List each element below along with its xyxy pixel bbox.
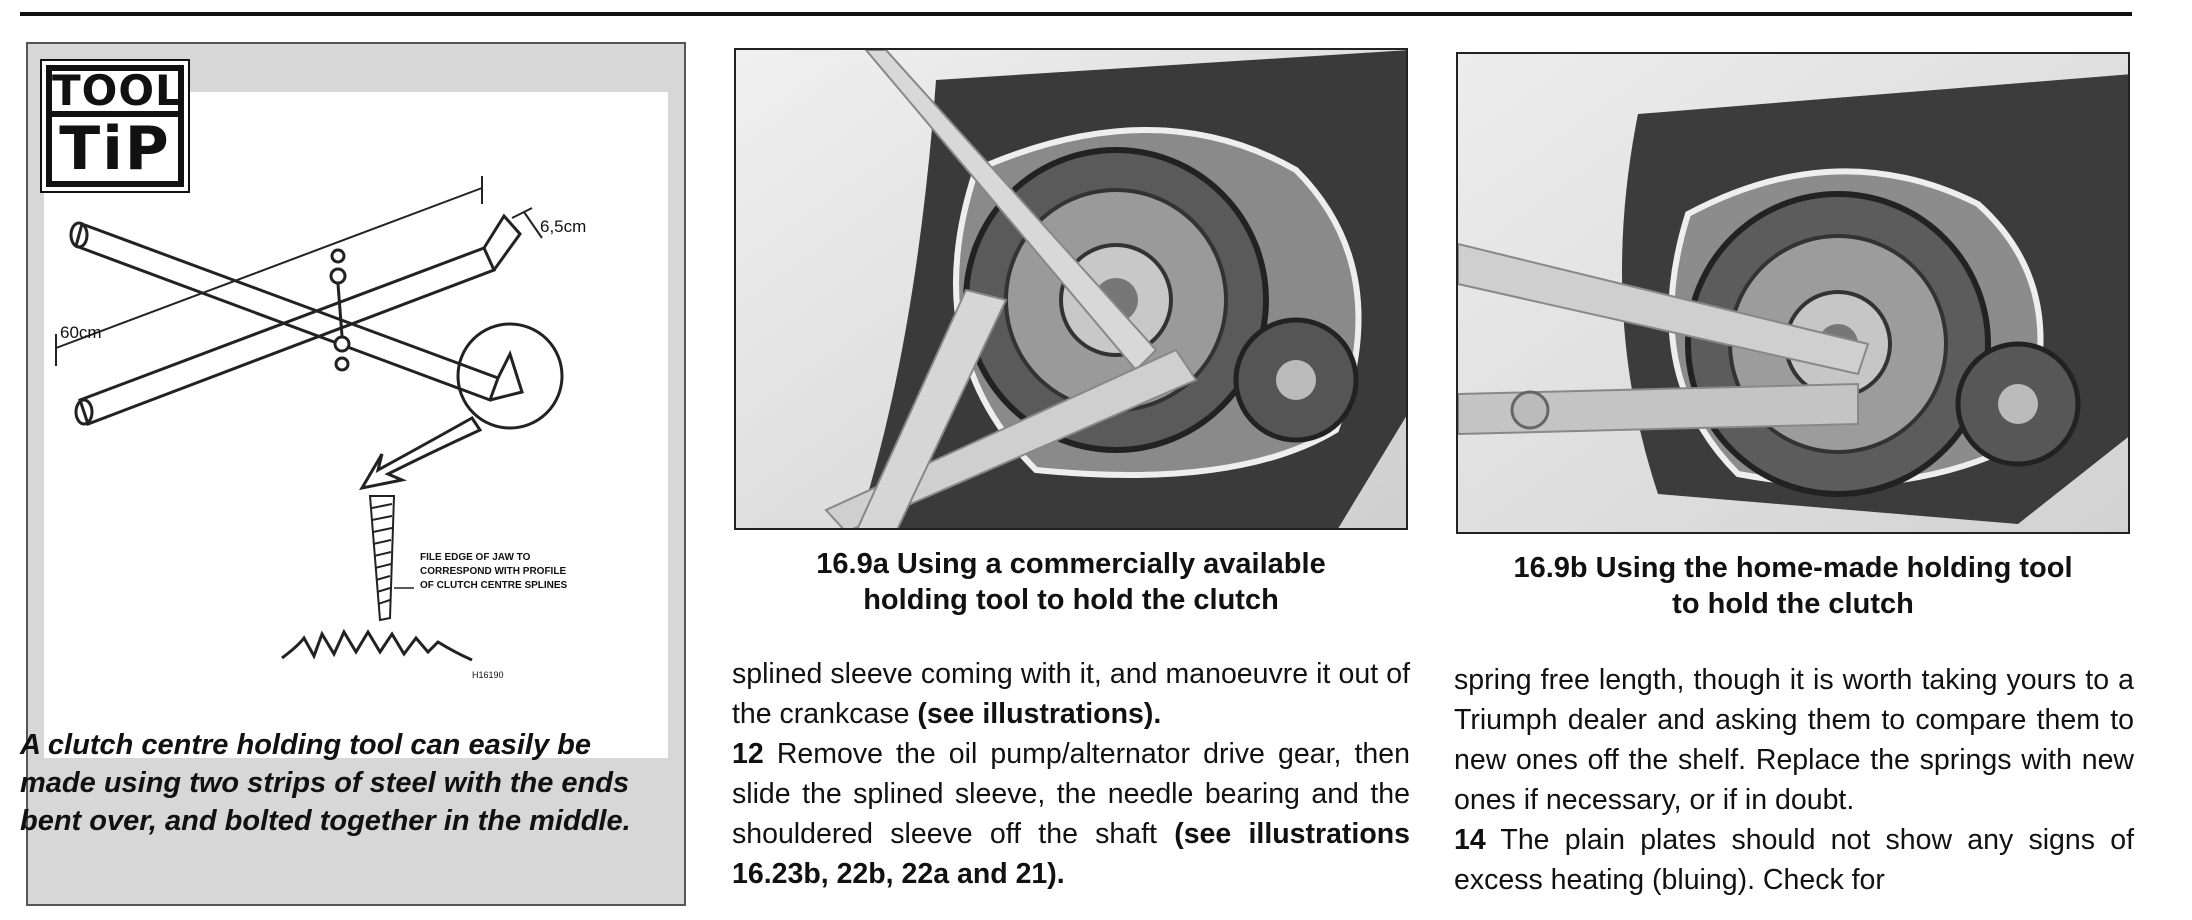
detail-arrow [362, 418, 480, 488]
bolt-assembly [331, 250, 349, 370]
paragraph-12 [732, 734, 1410, 894]
photo-16-9b-illustration [1458, 54, 2130, 534]
badge-line1: TOOL [52, 66, 183, 115]
paragraph-14 [1454, 820, 2134, 900]
illustration-reference: (see illustrations). [917, 698, 1162, 730]
paragraph-text: Remove the oil pump/alternator drive gear, then slide the splined sleeve, the needle bearing and the shouldered sleeve off the shaft [732, 738, 1410, 850]
tool-tip-caption: A clutch centre holding tool can easily be made using two strips of steel with the ends bent over, and bolted together in the middle. [20, 729, 631, 837]
detail-circle [458, 324, 562, 428]
badge-line2: TiP [52, 117, 178, 181]
paragraph-11-continued [732, 654, 1410, 734]
illustration-reference: (see illustrations 16.23b, 22b, 22a and 21). [732, 818, 1411, 890]
diagram-note-line2: CORRESPOND WITH PROFILE [420, 566, 567, 577]
step-number: 12 [732, 738, 764, 770]
photo-16-9b [1456, 52, 2130, 534]
dimension-lines [56, 176, 542, 366]
figure-caption-16-9b [1456, 550, 2130, 622]
figure-caption-16-9a-line1: 16.9a Using a commercially available [816, 548, 1326, 580]
diagram-note-line1: FILE EDGE OF JAW TO [420, 552, 531, 563]
figure-caption-16-9b-line1: 16.9b Using the home-made holding tool [1513, 552, 2073, 584]
figure-caption-16-9a [734, 546, 1408, 618]
top-rule [20, 12, 2132, 16]
figure-caption-16-9a-line2: holding tool to hold the clutch [863, 584, 1279, 616]
dim-width-label: 6,5cm [540, 217, 587, 236]
figure-caption-16-9b-line2: to hold the clutch [1672, 588, 1914, 620]
body-column-right [1454, 660, 2134, 900]
diagram-note-line3: OF CLUTCH CENTRE SPLINES [420, 580, 568, 591]
photo-16-9a-illustration [736, 50, 1408, 530]
tool-bar-short [71, 223, 522, 400]
clutch-splines [282, 632, 472, 660]
dim-length-label: 60cm [60, 323, 102, 342]
diagram-ref: H16190 [472, 670, 504, 680]
body-column-left [732, 654, 1410, 894]
photo-16-9a [734, 48, 1408, 530]
paragraph-13-continued: spring free length, though it is worth taking yours to a Triumph dealer and asking them to compare them to new ones off the shelf. Replace the springs with new ones if necessary, or if in doubt. [1454, 664, 2134, 816]
paragraph-text: splined sleeve coming with it, and manoeuvre it out of the crankcase [732, 658, 1410, 730]
file-edge-jaw [370, 496, 394, 620]
tool-tip-badge [42, 61, 188, 191]
step-number: 14 [1454, 824, 1486, 856]
paragraph-text: The plain plates should not show any signs of excess heating (bluing). Check for [1454, 824, 2134, 896]
